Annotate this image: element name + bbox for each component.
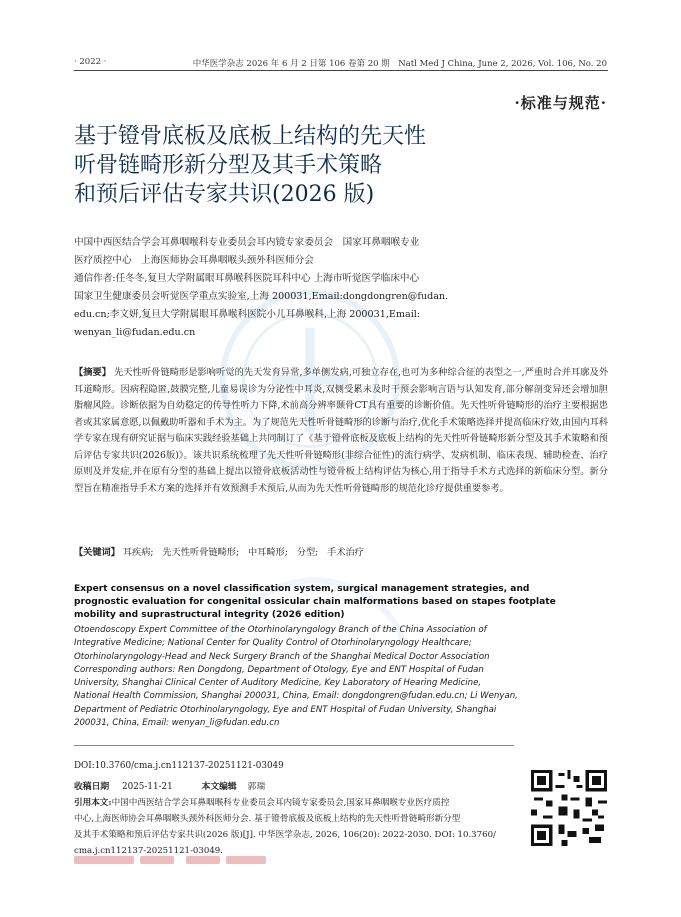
citation bbox=[74, 795, 522, 859]
keyword: 耳疾病; bbox=[122, 547, 154, 558]
english-title bbox=[74, 583, 608, 623]
keyword: 先天性听骨链畸形; bbox=[162, 547, 240, 558]
citation-line: cma.j.cn112137-20251121-03049. bbox=[74, 846, 223, 856]
received-date: 2025-11-21 bbox=[122, 782, 173, 792]
abstract bbox=[74, 365, 608, 497]
author-line: 中国中西医结合学会耳鼻咽喉科专业委员会耳内镜专家委员会 国家耳鼻咽喉专业 bbox=[74, 237, 420, 248]
editor-label: 本文编辑 bbox=[201, 782, 237, 792]
english-line: Otorhinolaryngology-Head and Neck Surgery Branch of the Shanghai Medical Doctor Association bbox=[74, 651, 490, 662]
author-line: wenyan_li@fudan.edu.cn bbox=[74, 327, 196, 338]
abstract-text: 先天性听骨链畸形是影响听觉的先天发育异常,多单侧发病,可独立存在,也可为多种综合征的表型之一,严重时合并耳廓及外耳道畸形。因病程隐匿,鼓膜完整,儿童易误诊为分泌性中耳炎,双侧受累未及时干预会影响言语与认知发育,部分解剖变异还会增加胆脂瘤风险。诊断依据为自幼稳定的传导性听力下降,术前高分辨率颞骨CT具有重要的诊断价值。先天性听骨链畸形的治疗主要根据患者或其家属意愿,以佩戴助听器和手术为主。为了规范先天性听骨链畸形的诊断与治疗,优化手术策略选择并提高临床疗效,由国内耳科学专家在现有研究证据与临床实践经验基础上共同制订了《基于镫骨底板及底板上结构的先天性听骨链畸形新分型及其手术策略和预后评估专家共识(2026版)》。该共识系统梳理了先天性听骨链畸形(非综合征性)的流行病学、发病机制、临床表现、辅助检查、治疗原则及并发症,并在原有分型的基础上提出以镫骨底板活动性与镫骨板上结构评估为核心,用于指导手术方式选择的新临床分型。新分型旨在精准指导手术方案的选择并有效预测手术预后,从而为先天性听骨链畸形的规范化诊疗提供重要参考。 bbox=[74, 367, 609, 494]
received-editor-line bbox=[74, 779, 534, 792]
english-title-line: prognostic evaluation for congenital ossicular chain malformations based on stapes footplate bbox=[74, 597, 556, 608]
keyword: 中耳畸形; bbox=[247, 547, 288, 558]
keywords-label: 【关键词】 bbox=[74, 547, 120, 558]
cite-label: 引用本文: bbox=[74, 798, 112, 808]
qr-code-icon[interactable] bbox=[531, 770, 607, 846]
english-line: 200031, China, Email: wenyan_li@fudan.edu.cn bbox=[74, 718, 280, 729]
editor-name: 郭瑞 bbox=[247, 782, 266, 792]
header-rule bbox=[74, 70, 608, 71]
english-line: Otoendoscopy Expert Committee of the Otorhinolaryngology Branch of the China Association of bbox=[74, 625, 487, 635]
article-title bbox=[74, 122, 614, 209]
abstract-label: 【摘要】 bbox=[74, 367, 112, 378]
received-label: 收稿日期 bbox=[74, 782, 110, 792]
english-title-line: mobility and suprastructural integrity (2026 edition) bbox=[74, 610, 345, 621]
doi-rule bbox=[74, 745, 514, 746]
title-line: 和预后评估专家共识(2026 版) bbox=[74, 182, 375, 207]
keyword: 分型; bbox=[296, 547, 319, 558]
keyword: 手术治疗 bbox=[327, 547, 364, 558]
citation-line: 引用本文:中国中西医结合学会耳鼻咽喉科专业委员会耳内镜专家委员会,国家耳鼻咽喉专业医疗质控 bbox=[74, 798, 450, 808]
journal-logo-footer bbox=[74, 853, 274, 867]
english-line: Corresponding authors: Ren Dongdong, Department of Otology, Eye and ENT Hospital of Fudan bbox=[74, 664, 484, 675]
doi[interactable]: DOI:10.3760/cma.j.cn112137-20251121-03049 bbox=[74, 761, 284, 771]
author-line: 医疗质控中心 上海医师协会耳鼻咽喉头颈外科医师分会 bbox=[74, 255, 314, 266]
author-line: edu.cn;李文妍,复旦大学附属眼耳鼻喉科医院小儿耳鼻喉科,上海 200031,Email: bbox=[74, 309, 421, 320]
author-line: 国家卫生健康委员会听觉医学重点实验室,上海 200031,Email:dongdongren@fudan. bbox=[74, 291, 449, 302]
title-line: 基于镫骨底板及底板上结构的先天性 bbox=[74, 124, 427, 149]
journal-running-header: 中华医学杂志 2026 年 6 月 2 日第 106 卷第 20 期 Natl Med J China, June 2, 2026, Vol. 106, No. 20 bbox=[192, 59, 607, 69]
citation-line: 中心,上海医师协会耳鼻咽喉头颈外科医师分会. 基于镫骨底板及底板上结构的先天性听骨链畸形新分型 bbox=[74, 814, 461, 824]
english-line: University, Shanghai Clinical Center of Auditory Medicine, Key Laboratory of Hearing Medicine, bbox=[74, 678, 482, 689]
keywords bbox=[74, 544, 608, 558]
english-title-line: Expert consensus on a novel classification system, surgical management strategies, and bbox=[74, 584, 530, 594]
author-line: 通信作者:任冬冬,复旦大学附属眼耳鼻喉科医院耳科中心 上海市听觉医学临床中心 bbox=[74, 273, 420, 284]
english-line: National Health Commission, Shanghai 200031, China, Email: dongdongren@fudan.edu.cn; Li Wenyan, bbox=[74, 691, 518, 702]
title-line: 听骨链畸形新分型及其手术策略 bbox=[74, 153, 383, 178]
english-line: Integrative Medicine; National Center for Quality Control of Otorhinolaryngology Healthcare; bbox=[74, 638, 472, 649]
english-affiliations bbox=[74, 624, 608, 730]
section-tag: ·标准与规范· bbox=[514, 94, 607, 112]
english-line: Department of Pediatric Otorhinolaryngology, Eye and ENT Hospital of Fudan University, Shanghai bbox=[74, 704, 497, 715]
authors-block bbox=[74, 234, 614, 342]
page-number: · 2022 · bbox=[74, 57, 107, 67]
citation-line: 及其手术策略和预后评估专家共识(2026 版)[J]. 中华医学杂志, 2026, 106(20): 2022-2030. DOI: 10.3760/ bbox=[74, 830, 496, 840]
